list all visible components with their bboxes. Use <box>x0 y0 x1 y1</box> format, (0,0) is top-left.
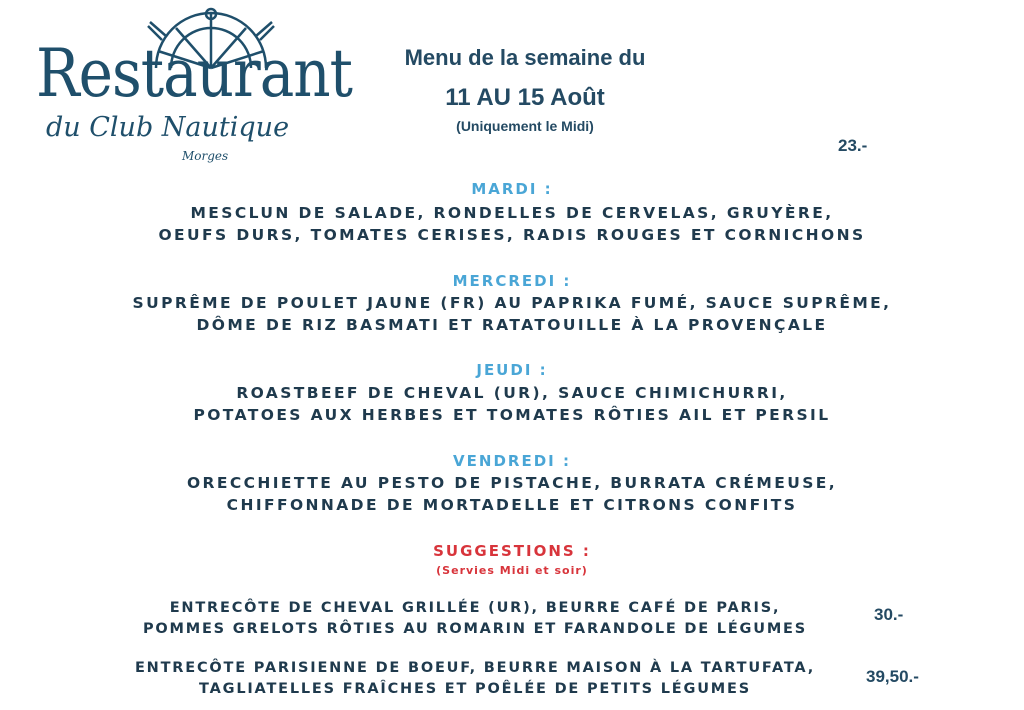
day-label-mercredi: MERCREDI : <box>452 272 572 290</box>
day-label-vendredi: VENDREDI : <box>453 452 571 470</box>
suggestion-1-price: 30.- <box>874 605 904 624</box>
restaurant-logo <box>36 6 352 166</box>
suggestion-1-line2: POMMES GRELOTS RÔTIES AU ROMARIN ET FARANDOLE DE LÉGUMES <box>142 621 808 637</box>
suggestion-2-price: 39,50.- <box>866 667 919 686</box>
day-label-mardi: MARDI : <box>471 180 553 198</box>
suggestion-2-line1: ENTRECÔTE PARISIENNE DE BOEUF, BEURRE MAISON À LA TARTUFATA, <box>134 660 816 676</box>
menu-title: Menu de la semaine du <box>404 45 646 70</box>
dish-mercredi-line1: SUPRÊME DE POULET JAUNE (FR) AU PAPRIKA FUMÉ, SAUCE SUPRÊME, <box>132 294 892 312</box>
dish-mercredi-line2: DÔME DE RIZ BASMATI ET RATATOUILLE À LA PROVENÇALE <box>196 316 828 334</box>
logo-town: Morges <box>182 149 229 163</box>
menu-note: (Uniquement le Midi) <box>456 118 594 134</box>
menu-dates: 11 AU 15 Août <box>445 84 605 111</box>
dish-vendredi-line2: CHIFFONNADE DE MORTADELLE ET CITRONS CONFITS <box>226 496 798 514</box>
dish-mardi-line2: OEUFS DURS, TOMATES CERISES, RADIS ROUGES ET CORNICHONS <box>158 226 866 244</box>
suggestions-note: (Servies Midi et soir) <box>436 564 588 577</box>
suggestion-2-line2: TAGLIATELLES FRAÎCHES ET POÊLÉE DE PETITS LÉGUMES <box>199 681 751 697</box>
dish-jeudi-line1: ROASTBEEF DE CHEVAL (UR), SAUCE CHIMICHURRI, <box>236 384 788 402</box>
dish-mardi-line1: MESCLUN DE SALADE, RONDELLES DE CERVELAS, GRUYÈRE, <box>190 204 834 222</box>
suggestions-label: SUGGESTIONS : <box>433 542 591 560</box>
dish-vendredi-line1: ORECCHIETTE AU PESTO DE PISTACHE, BURRATA CRÉMEUSE, <box>186 474 838 492</box>
day-label-jeudi: JEUDI : <box>476 361 548 379</box>
menu-price: 23.- <box>838 136 868 155</box>
logo-wordmark: Restaurant <box>36 34 352 113</box>
logo-subtitle: du Club Nautique <box>46 112 290 143</box>
dish-jeudi-line2: POTATOES AUX HERBES ET TOMATES RÔTIES AIL ET PERSIL <box>193 406 831 424</box>
suggestion-1-line1: ENTRECÔTE DE CHEVAL GRILLÉE (UR), BEURRE CAFÉ DE PARIS, <box>169 600 781 616</box>
